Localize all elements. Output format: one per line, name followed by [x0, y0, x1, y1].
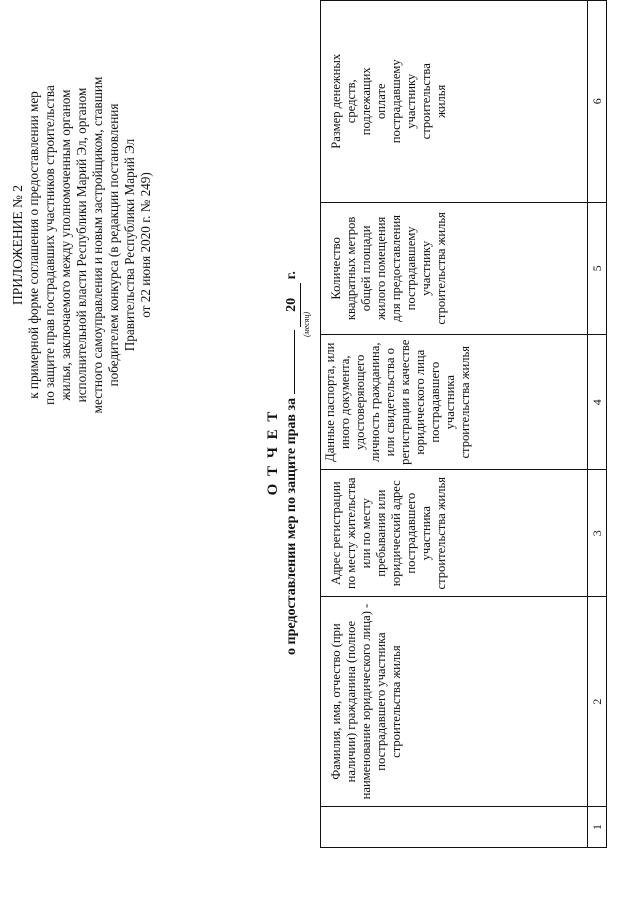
column-number: 3 [588, 470, 607, 597]
table-number-row [588, 1, 607, 848]
report-table [320, 0, 607, 848]
appendix-heading: ПРИЛОЖЕНИЕ № 2 [10, 184, 25, 306]
appendix-line: жилья, заключаемого между уполномоченным органом [58, 89, 73, 401]
column-number: 6 [588, 1, 607, 203]
report-subtitle [282, 135, 301, 655]
appendix-block [10, 25, 154, 465]
appendix-line: по защите прав пострадавших участников строительства [42, 85, 57, 405]
report-title: О Т Ч Е Т [265, 409, 281, 496]
appendix-line: от 22 июня 2020 г. № 249) [138, 172, 153, 318]
header-cell [321, 597, 588, 807]
month-blank-field[interactable] [282, 330, 295, 394]
header-cell [321, 470, 588, 597]
header-cell [321, 1, 588, 203]
subtitle-prefix: о предоставлении мер по защите прав за [284, 397, 299, 655]
column-number: 5 [588, 202, 607, 335]
header-cell [321, 202, 588, 335]
header-square-meters: Количество квадратных метров общей площади жилого помещения для предоставления пострадавшему участнику строительства жилья [329, 212, 448, 325]
appendix-line: местного самоуправления и новым застройщиком, ставшим [90, 76, 105, 414]
column-number: 1 [588, 807, 607, 848]
header-passport: Данные паспорта, или иного документа, удостоверяющего личность гражданина, или свидетельства о регистрации в качестве юридического лица пострадавшего участника строительства жилья [323, 339, 472, 465]
year-field[interactable]: 20 [284, 283, 301, 327]
appendix-line: исполнительной власти Республики Марий Эл, органом [74, 87, 89, 403]
column-number: 4 [588, 335, 607, 470]
header-cell [321, 807, 588, 848]
header-funds-amount: Размер денежных средств, подлежащих оплате пострадавшему участнику строительства жилья [329, 53, 448, 149]
year-suffix: г. [284, 271, 299, 280]
header-address: Адрес регистрации по месту жительства или по месту пребывания или юридический адрес пострадавшего участника строительства жилья [329, 476, 448, 590]
appendix-line: победителем конкурса (в редакции постановления [106, 103, 121, 387]
header-full-name: Фамилия, имя, отчество (при наличии) гражданина (полное наименование юридического лица) - пострадавшего участника строительства жилья [329, 603, 403, 800]
header-cell [321, 335, 588, 470]
month-hint: (месяц) [302, 311, 311, 337]
column-number: 2 [588, 597, 607, 807]
appendix-line: Правительства Республики Марий Эл [122, 138, 137, 352]
table-header-row [321, 1, 588, 848]
appendix-line: к примерной форме соглашения о предоставлении мер [26, 91, 41, 399]
